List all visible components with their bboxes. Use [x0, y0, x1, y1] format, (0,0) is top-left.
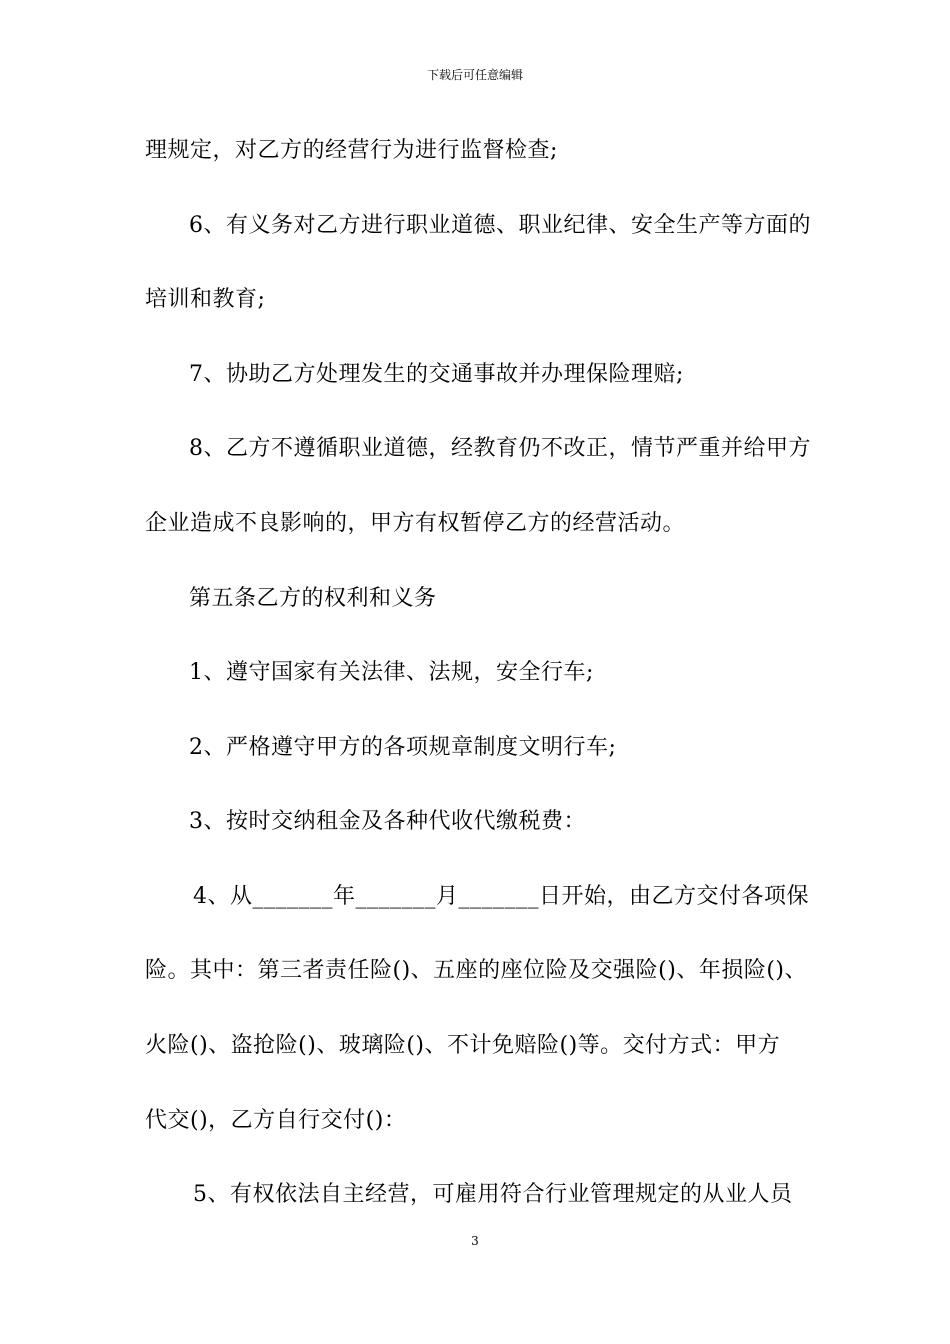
paragraph-line: 7、协助乙方处理发生的交通事故并办理保险理赔;	[189, 362, 684, 387]
paragraph-line: 2、严格遵守甲方的各项规章制度文明行车;	[189, 735, 617, 760]
paragraph-line: 1、遵守国家有关法律、法规，安全行车;	[189, 660, 594, 685]
paragraph-line: 理规定，对乙方的经营行为进行监督检查;	[145, 138, 558, 163]
paragraph-line: 3、按时交纳租金及各种代收代缴税费：	[189, 809, 586, 834]
paragraph-line: 6、有义务对乙方进行职业道德、职业纪律、安全生产等方面的	[189, 213, 811, 238]
paragraph-line: 代交()，乙方自行交付()：	[145, 1108, 407, 1133]
paragraph-line: 8、乙方不遵循职业道德，经教育仍不改正，情节严重并给甲方	[189, 436, 811, 461]
paragraph-line: 火险()、盗抢险()、玻璃险()、不计免赔险()等。交付方式：甲方	[145, 1033, 781, 1058]
paragraph-line: 培训和教育;	[145, 287, 266, 312]
section-heading: 第五条乙方的权利和义务	[189, 586, 437, 611]
paragraph-line: 企业造成不良影响的，甲方有权暂停乙方的经营活动。	[145, 511, 686, 536]
paragraph-line: 险。其中：第三者责任险()、五座的座位险及交强险()、年损险()、	[145, 958, 808, 983]
page-header: 下载后可任意编辑	[426, 68, 523, 82]
paragraph-line: 4、从_______年_______月_______日开始，由乙方交付各项保	[193, 884, 809, 909]
paragraph-line: 5、有权依法自主经营，可雇用符合行业管理规定的从业人员	[193, 1182, 793, 1207]
page-number: 3	[471, 1234, 479, 1248]
